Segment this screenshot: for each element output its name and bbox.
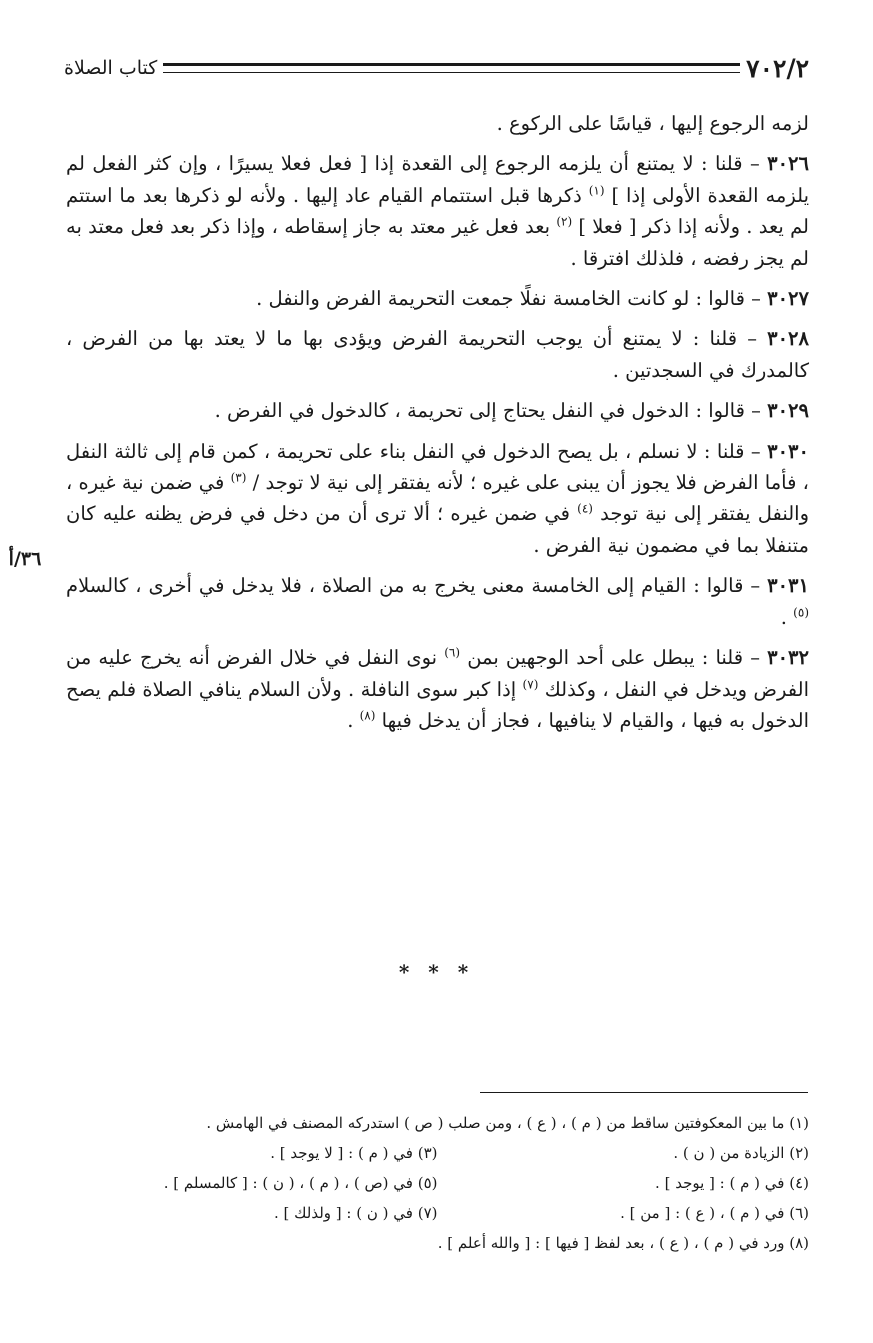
text-segment: – قالوا : القيام إلى الخامسة معنى يخرج به من الصلاة ، فلا يدخل في أخرى ، كالسلام (66, 574, 761, 598)
footnote-marker: (٦) (444, 645, 461, 660)
text-segment: . (780, 605, 794, 629)
text-segment: نوى النفل في خلال الفرض أنه يخرج عليه من الفرض ويدخل في النفل ، وكذلك (66, 646, 809, 701)
footnote-marker: (٧) (522, 677, 539, 691)
paragraph-number: ٣٠٢٩ (767, 399, 809, 423)
text-segment: – قلنا : يبطل على أحد الوجهين بمن (460, 646, 760, 670)
footnote-1: (١) ما بين المعكوفتين ساقط من ( م ) ، ( ع ) ، ومن صلب ( ص ) استدركه المصنف في الهامش . (206, 1114, 809, 1132)
text-segment: لزمه الرجوع إليها ، قياسًا على الركوع . (496, 112, 809, 135)
footnotes (66, 1108, 809, 1258)
text-segment: – قلنا : لا نسلم ، بل يصح الدخول في النفل بناء على تحريمة ، كمن قام إلى ثالثة النفل ، فأما الفرض فلا يجوز أن يبنى على غيره ؛ لأنه يفتقر إلى نية لا توجد / (66, 439, 809, 495)
paragraph-number: ٣٠٣١ (767, 574, 809, 598)
section-separator: * * * (398, 960, 475, 984)
paragraph-number: ٣٠٣٠ (767, 439, 809, 463)
footnote-marker: (٨) (359, 708, 376, 723)
paragraph-number: ٣٠٢٨ (767, 327, 809, 351)
text-segment: . (347, 708, 360, 732)
paragraph (66, 395, 809, 426)
footnote-rule (480, 1092, 808, 1093)
text-segment: إذا كبر سوى النافلة . ولأن السلام ينافي الصلاة فلم يصح الدخول به فيها ، والقيام لا ينافيها ، فجاز أن يدخل فيها (66, 677, 809, 732)
text-segment: – قلنا : لا يمتنع أن يوجب التحريمة الفرض ويؤدى بها ما لا يعتد بها من الفرض ، كالمدرك في السجدتين . (66, 327, 809, 382)
paragraph-number: ٣٠٣٢ (767, 646, 809, 670)
text-segment: – قالوا : لو كانت الخامسة نفلًا جمعت التحريمة الفرض والنفل . (256, 287, 761, 311)
footnote-marker: (٣) (230, 470, 247, 485)
footnote-2: (٢) الزيادة من ( ن ) . (673, 1144, 809, 1162)
paragraph-number: ٣٠٢٧ (767, 287, 809, 311)
footnote-marker: (٥) (793, 605, 809, 620)
footnote-8: (٨) ورد في ( م ) ، ( ع ) ، بعد لفظ [ فيها ] : [ والله أعلم ] . (437, 1234, 809, 1252)
footnote-3: (٣) في ( م ) : [ لا يوجد ] . (270, 1144, 438, 1162)
paragraph (66, 642, 809, 736)
footnote-7: (٧) في ( ن ) : [ ولذلك ] . (273, 1204, 438, 1222)
paragraph (66, 283, 809, 314)
footnote-marker: (١) (588, 183, 605, 198)
main-text (66, 108, 809, 745)
text-segment: ذكرها قبل استتمام القيام عاد إليها . ولأنه لو ذكرها بعد ما استتم لم يعد . ولأنه إذا ذكر [ فعلا ] (66, 183, 809, 239)
footnote-marker: (٢) (556, 214, 573, 229)
paragraph (66, 148, 809, 274)
paragraph (66, 436, 809, 562)
paragraph (66, 570, 809, 633)
footnote-6: (٦) في ( م ) ، ( ع ) : [ من ] . (620, 1204, 809, 1222)
footnote-5: (٥) في (ص ) ، ( م ) ، ( ن ) : [ كالمسلم ] . (163, 1174, 438, 1192)
paragraph (66, 323, 809, 386)
paragraph (66, 108, 809, 139)
text-segment: بعد فعل غير معتد به جاز إسقاطه ، وإذا ذكر بعد فعل معتد به لم يجز رفضه ، فلذلك افترقا . (66, 215, 809, 270)
header-rule (163, 63, 740, 73)
footnote-4: (٤) في ( م ) : [ يوجد ] . (655, 1174, 809, 1192)
page-number: ٧٠٢/٢ (746, 53, 809, 83)
page-header (64, 50, 809, 86)
text-segment: – قالوا : الدخول في النفل يحتاج إلى تحريمة ، كالدخول في الفرض . (214, 399, 761, 423)
text-segment: في ضمن نية غيره ، والنفل يفتقر إلى نية توجد (66, 471, 809, 526)
text-segment: في ضمن غيره ؛ ألا ترى أن من دخل في فرض يظنه عليه كان متنفلا بما في مضمون نية الفرض . (66, 502, 809, 557)
book-title: كتاب الصلاة (64, 57, 158, 79)
paragraph-number: ٣٠٢٦ (767, 152, 809, 176)
text-segment: – قلنا : لا يمتنع أن يلزمه الرجوع إلى القعدة إذا [ فعل فعلا يسيرًا ، وإن كثر الفعل لم يلزمه القعدة الأولى إذا ] (66, 152, 809, 207)
manuscript-folio-note: ٣٦/أ (8, 548, 42, 570)
footnote-marker: (٤) (577, 501, 593, 516)
